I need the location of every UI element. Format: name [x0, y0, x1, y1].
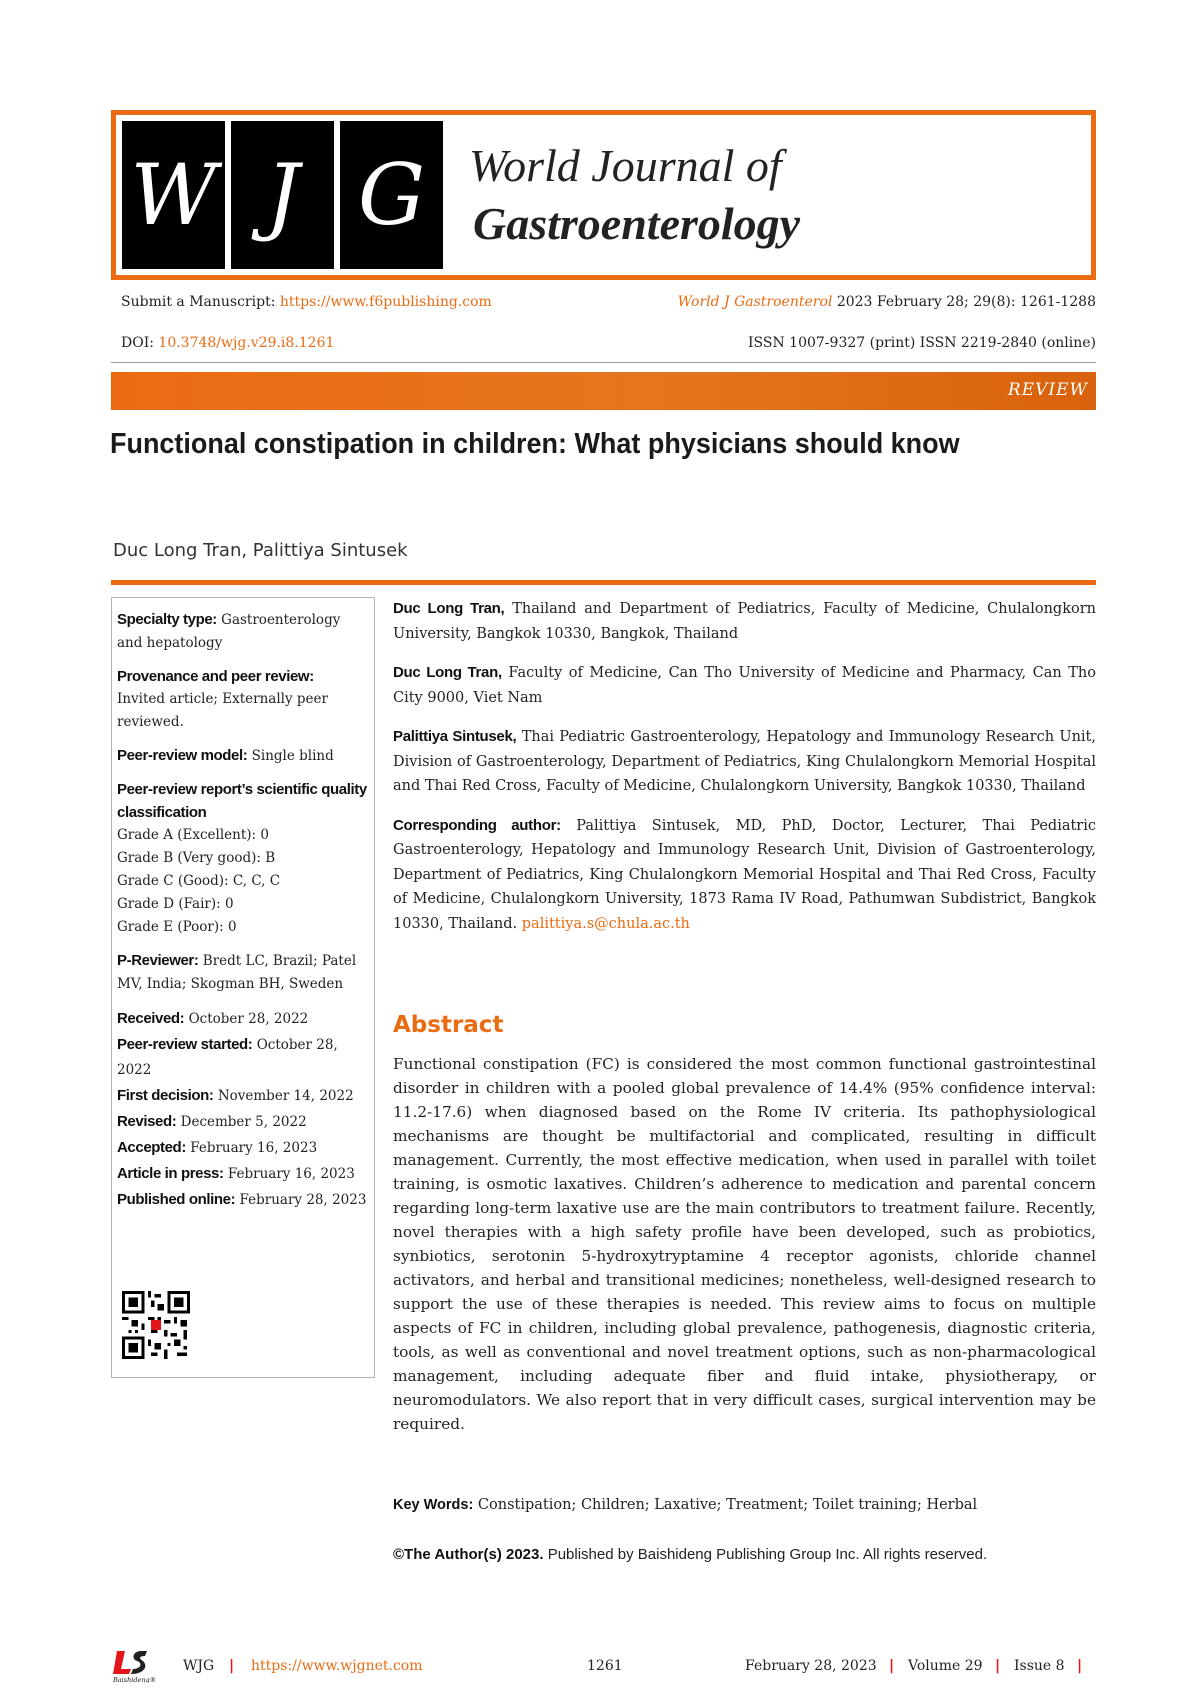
date-label: Peer-review started: [117, 1036, 253, 1053]
date-value: February 28, 2023 [239, 1192, 367, 1208]
grade-row: Grade D (Fair): 0 [117, 896, 234, 912]
reviewer-value: Bredt LC, Brazil; Patel MV, India; Skogman BH, Sweden [117, 953, 357, 992]
provenance [117, 665, 368, 734]
citation-details: 2023 February 28; 29(8): 1261-1288 [836, 294, 1096, 310]
main-column [393, 597, 1096, 951]
title-divider [111, 580, 1096, 585]
citation [678, 294, 1096, 310]
affiliation-author: Duc Long Tran, [393, 664, 502, 681]
date-row [117, 1006, 368, 1032]
date-value: October 28, 2022 [117, 1037, 338, 1078]
corresponding-email-link[interactable]: palittiya.s@chula.ac.th [521, 915, 690, 932]
date-label: Accepted: [117, 1139, 186, 1156]
logo-letter-j: J [231, 121, 334, 269]
submit-link[interactable]: https://www.f6publishing.com [279, 294, 492, 310]
footer-issue: Issue 8 [1014, 1658, 1065, 1674]
article-type: REVIEW [1007, 380, 1088, 400]
grade-row: Grade C (Good): C, C, C [117, 873, 281, 889]
date-value: November 14, 2022 [217, 1088, 354, 1104]
footer-separator: | [889, 1658, 895, 1674]
date-row [117, 1109, 368, 1135]
affiliation-text: Thai Pediatric Gastroenterology, Hepatology and Immunology Research Unit, Division of Gastroenterology, Department of Pediatrics, King Chulalongkorn Memorial Hospital and Thai Red Cross, Faculty of Medicine, Chulalongkorn University, Bangkok 10330, Thailand [393, 729, 1096, 794]
corresponding-label: Corresponding author: [393, 816, 561, 834]
key-words [393, 1497, 977, 1513]
citation-journal: World J Gastroenterol [677, 294, 833, 310]
copyright-label: ©The Author(s) 2023. [393, 1546, 544, 1563]
footer-separator: | [995, 1658, 1001, 1674]
doi-link[interactable]: 10.3748/wjg.v29.i8.1261 [158, 335, 335, 351]
provenance-label: Provenance and peer review: [117, 668, 314, 685]
provenance-value: Invited article; Externally peer reviewed. [117, 691, 328, 730]
qr-code-icon[interactable] [122, 1291, 190, 1359]
date-value: February 16, 2023 [190, 1140, 318, 1156]
corresponding-author [393, 814, 1096, 937]
affiliation [393, 661, 1096, 710]
affiliation [393, 597, 1096, 646]
specialty-label: Specialty type: [117, 611, 217, 628]
footer-page-number: 1261 [587, 1658, 623, 1674]
article-dates [117, 1006, 368, 1213]
copyright [393, 1546, 987, 1563]
report-label: Peer-review report’s scientific quality classification [117, 781, 367, 821]
date-value: December 5, 2022 [180, 1114, 307, 1130]
article-info-sidebar [111, 597, 375, 1378]
page-footer [111, 1655, 1096, 1683]
logo-letter-w: W [122, 121, 225, 269]
p-reviewer [117, 949, 368, 996]
article-type-bar [111, 372, 1096, 410]
date-value: October 28, 2022 [188, 1011, 309, 1027]
meta-divider [111, 362, 1096, 363]
keywords-label: Key Words: [393, 1497, 474, 1513]
date-label: Revised: [117, 1113, 177, 1130]
grade-row: Grade E (Poor): 0 [117, 919, 237, 935]
keywords-text: Constipation; Children; Laxative; Treatment; Toilet training; Herbal [477, 1497, 978, 1513]
date-row [117, 1161, 368, 1187]
doi-label: DOI: [121, 335, 154, 351]
specialty-value: Gastroenterology and hepatology [117, 612, 341, 651]
publisher-logo-text: Baishideng® [113, 1676, 157, 1683]
date-value: February 16, 2023 [227, 1166, 355, 1182]
journal-title-line1: World Journal of [469, 140, 782, 191]
footer-journal: WJG [183, 1658, 215, 1674]
journal-masthead [111, 110, 1096, 280]
submit-manuscript [121, 294, 492, 310]
abstract-text: Functional constipation (FC) is considered the most common functional gastrointestinal disorder in children with a pooled global prevalence of 14.4% (95% confidence interval: 11.2-17.6) when diagnosed based on the Rome IV criteria. Its pathophysiological mechanisms are thought be multifactorial and complicated, resulting in difficult management. Currently, the most effective medication, when used in parallel with toilet training, is osmotic laxatives. Children’s adherence to medication and parental concern regarding long-term laxative use are the main contributors to treatment failure. Recently, novel therapies with a high safety profile have been developed, such as probiotics, synbiotics, serotonin 5-hydroxytryptamine 4 receptor agonists, chloride channel activators, and herbal and transitional medicines; nonetheless, well-designed research to support the use of these therapies is needed. This review aims to focus on multiple aspects of FC in children, including global prevalence, pathogenesis, diagnostic criteria, tools, as well as conventional and novel treatment options, such as non-pharmacological management, including adequate fiber and fluid intake, physiotherapy, or neuromodulators. We also report that in very difficult cases, surgical intervention may be required. [393, 1055, 1096, 1433]
date-label: Published online: [117, 1191, 236, 1208]
author-list: Duc Long Tran, Palittiya Sintusek [113, 540, 408, 561]
grade-row: Grade B (Very good): B [117, 850, 276, 866]
affiliation-author: Duc Long Tran, [393, 600, 505, 617]
logo-letter-g: G [340, 121, 443, 269]
specialty-type [117, 608, 368, 655]
footer-separator: | [1077, 1658, 1083, 1674]
doi [121, 335, 334, 351]
peer-review-model [117, 744, 368, 768]
quality-classification [117, 778, 368, 939]
article-title: Functional constipation in children: What physicians should know [110, 428, 960, 460]
date-row [117, 1135, 368, 1161]
footer-separator: | [229, 1658, 235, 1674]
affiliation-text: Thailand and Department of Pediatrics, Faculty of Medicine, Chulalongkorn University, Bangkok 10330, Bangkok, Thailand [393, 601, 1097, 642]
footer-volume: Volume 29 [908, 1658, 983, 1674]
publisher-logo-icon [111, 1647, 173, 1683]
date-row [117, 1083, 368, 1109]
affiliation [393, 725, 1096, 799]
date-label: Received: [117, 1010, 185, 1027]
affiliation-text: Faculty of Medicine, Can Tho University of Medicine and Pharmacy, Can Tho City 9000, Viet Nam [393, 665, 1097, 706]
abstract-heading: Abstract [393, 1012, 504, 1038]
date-label: First decision: [117, 1087, 214, 1104]
affiliation-author: Palittiya Sintusek, [393, 728, 517, 745]
date-label: Article in press: [117, 1165, 224, 1182]
date-row [117, 1032, 368, 1083]
issn: ISSN 1007-9327 (print) ISSN 2219-2840 (online) [748, 335, 1096, 351]
footer-date: February 28, 2023 [745, 1658, 877, 1674]
footer-website-link[interactable]: https://www.wjgnet.com [251, 1658, 423, 1674]
corresponding-text: Palittiya Sintusek, MD, PhD, Doctor, Lecturer, Thai Pediatric Gastroenterology, Hepatology and Immunology Research Unit, Division of Gastroenterology, Department of Pediatrics, King Chulalongkorn Memorial Hospital and Thai Red Cross, Faculty of Medicine, Chulalongkorn University, 1873 Rama IV Road, Pathumwan Subdistrict, Bangkok 10330, Thailand. [393, 817, 1096, 932]
model-value: Single blind [251, 748, 334, 764]
grade-row: Grade A (Excellent): 0 [117, 827, 269, 843]
journal-title-line2: Gastroenterology [473, 198, 801, 249]
model-label: Peer-review model: [117, 747, 248, 764]
copyright-text: Published by Baishideng Publishing Group Inc. All rights reserved. [547, 1546, 988, 1563]
submit-label: Submit a Manuscript: [121, 294, 276, 310]
reviewer-label: P-Reviewer: [117, 952, 199, 969]
date-row [117, 1187, 368, 1213]
